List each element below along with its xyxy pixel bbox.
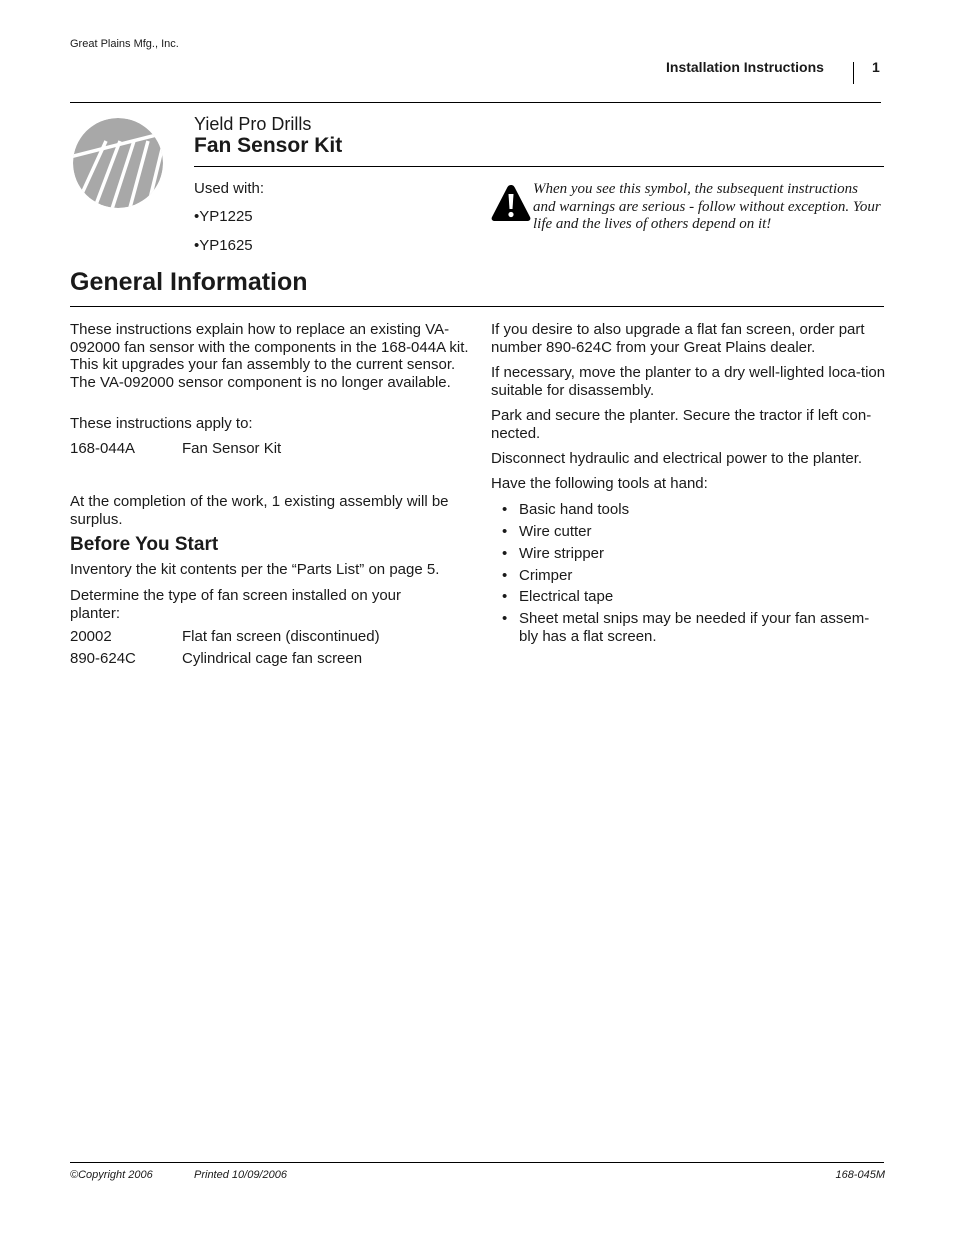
printed-date: Printed 10/09/2006 xyxy=(194,1169,287,1181)
bullet-icon: • xyxy=(502,588,508,605)
bullet-icon: • xyxy=(502,523,508,540)
applies-to-text: These instructions apply to: xyxy=(70,415,253,432)
disconnect-power-text: Disconnect hydraulic and electrical power to the planter. xyxy=(491,450,863,467)
screen-part-number: 890-624C xyxy=(70,650,136,667)
warning-triangle-icon xyxy=(490,183,532,223)
bullet-icon: • xyxy=(502,545,508,562)
product-series: Yield Pro Drills xyxy=(194,114,312,134)
screen-description: Cylindrical cage fan screen xyxy=(182,650,363,667)
model-item: •YP1225 xyxy=(194,208,253,225)
header-divider xyxy=(853,62,854,84)
surplus-text: At the completion of the work, 1 existing assembly will be surplus. xyxy=(70,493,449,528)
upgrade-text: If you desire to also upgrade a flat fan screen, order part number 890-624C from your Great Plains dealer. xyxy=(491,321,865,356)
park-planter-text: Park and secure the planter. Secure the tractor if left con-nected. xyxy=(491,407,872,442)
header-rule xyxy=(70,102,881,103)
used-with-label: Used with: xyxy=(194,180,265,197)
company-name: Great Plains Mfg., Inc. xyxy=(70,38,179,50)
bullet-icon: • xyxy=(502,567,508,584)
title-rule xyxy=(194,166,884,167)
tool-item: Crimper xyxy=(519,567,573,584)
great-plains-logo-icon xyxy=(72,117,164,209)
section-rule xyxy=(70,306,884,307)
intro-paragraph: These instructions explain how to replace an existing VA-092000 fan sensor with the components in the 168-044A kit. This kit upgrades your fan assembly to the current sensor. The VA-092000 sensor component is no longer available. xyxy=(70,321,469,391)
before-you-start-heading: Before You Start xyxy=(70,534,219,555)
warning-text: When you see this symbol, the subsequent instructions and warnings are serious - follow without exception. Your life and the lives of others depend on it! xyxy=(533,181,881,232)
document-number: 168-045M xyxy=(835,1169,885,1181)
inventory-text: Inventory the kit contents per the “Parts List” on page 5. xyxy=(70,561,440,578)
copyright: ©Copyright 2006 xyxy=(70,1169,153,1181)
general-information-heading: General Information xyxy=(70,268,308,296)
tool-item: Wire stripper xyxy=(519,545,605,562)
page-number: 1 xyxy=(872,59,880,75)
kit-part-number: 168-044A xyxy=(70,440,136,457)
move-planter-text: If necessary, move the planter to a dry well-lighted loca-tion suitable for disassembly. xyxy=(491,364,886,399)
model-item: •YP1625 xyxy=(194,237,253,254)
tool-item: Basic hand tools xyxy=(519,501,630,518)
tool-item: Electrical tape xyxy=(519,588,614,605)
bullet-icon: • xyxy=(502,501,508,518)
document-type: Installation Instructions xyxy=(666,59,824,75)
screen-part-number: 20002 xyxy=(70,628,112,645)
bullet-icon: • xyxy=(502,610,508,627)
kit-title: Fan Sensor Kit xyxy=(194,134,343,157)
kit-description: Fan Sensor Kit xyxy=(182,440,282,457)
footer-rule xyxy=(70,1162,884,1163)
tool-item: Wire cutter xyxy=(519,523,592,540)
tools-intro-text: Have the following tools at hand: xyxy=(491,475,708,492)
determine-text: Determine the type of fan screen installed on your planter: xyxy=(70,587,402,622)
tool-item: Sheet metal snips may be needed if your fan assem-bly has a flat screen. xyxy=(519,610,870,645)
screen-description: Flat fan screen (discontinued) xyxy=(182,628,380,645)
